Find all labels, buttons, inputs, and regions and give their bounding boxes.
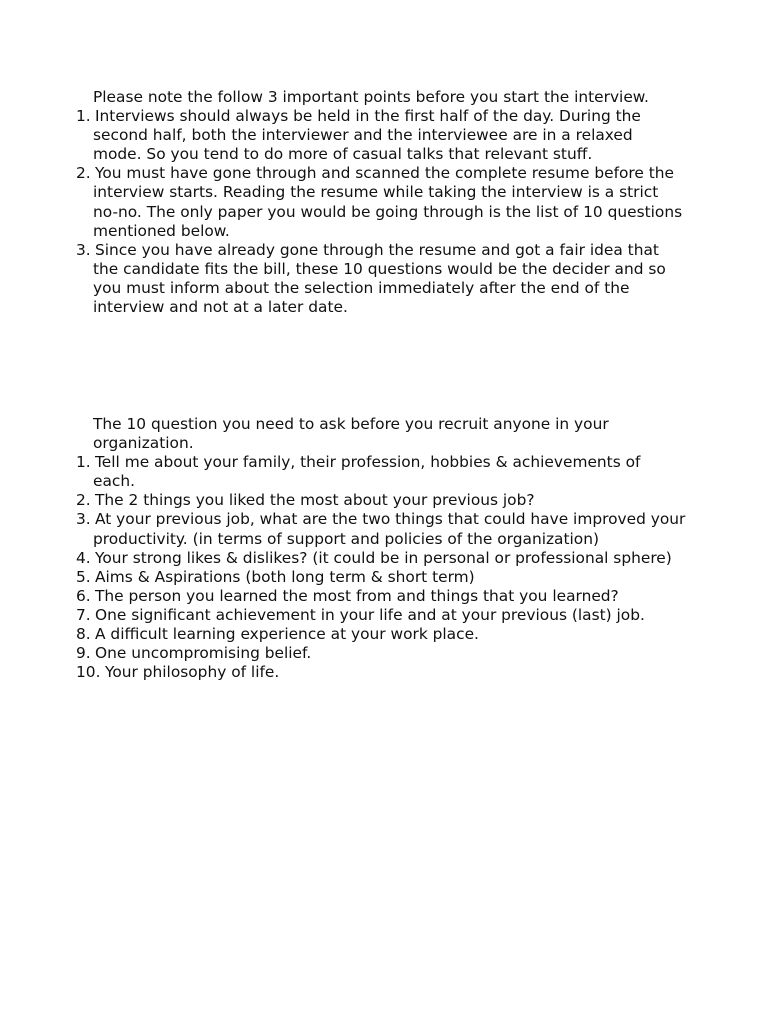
list-item-text: A difficult learning experience at your work place.	[95, 625, 479, 644]
list-item-text: The person you learned the most from and things that you learned?	[95, 586, 619, 605]
list-item-text: You must have gone through and scanned the complete resume before the interview starts. Reading the resume while taking the interview is a strict no-no. The only paper you would be going through is the list of 10 questions mentioned below.	[93, 164, 683, 240]
questions-intro: The 10 question you need to ask before you recruit anyone in your organization.	[93, 415, 609, 453]
list-number: 2.	[76, 164, 91, 183]
list-item	[76, 568, 686, 587]
list-item-text: At your previous job, what are the two things that could have improved your productivity. (in terms of support and policies of the organization)	[93, 510, 686, 548]
list-item	[76, 663, 686, 682]
list-item	[76, 107, 686, 164]
list-number: 8.	[76, 625, 91, 644]
list-item-text: Your philosophy of life.	[105, 663, 280, 682]
list-item-text: Interviews should always be held in the first half of the day. During the second half, both the interviewer and the interviewee are in a relaxed mode. So you tend to do more of casual talks that relevant stuff.	[93, 107, 641, 164]
list-item	[76, 587, 686, 606]
list-number: 4.	[76, 548, 91, 567]
list-number: 1.	[76, 107, 91, 126]
list-number: 5.	[76, 567, 91, 586]
list-item	[76, 625, 686, 644]
list-number: 6.	[76, 586, 91, 605]
list-item	[76, 164, 686, 240]
list-item-text: Aims & Aspirations (both long term & short term)	[95, 567, 475, 586]
list-number: 10.	[76, 663, 101, 682]
list-item	[76, 606, 686, 625]
list-item	[76, 453, 686, 491]
list-item-text: Tell me about your family, their profession, hobbies & achievements of each.	[93, 453, 641, 491]
list-item	[76, 549, 686, 568]
list-number: 3.	[76, 240, 91, 259]
list-number: 7.	[76, 605, 91, 624]
list-item	[76, 644, 686, 663]
list-item	[76, 491, 686, 510]
important-points-intro: Please note the follow 3 important points before you start the interview.	[93, 88, 649, 106]
list-item-text: One significant achievement in your life and at your previous (last) job.	[95, 605, 645, 624]
list-item	[76, 510, 686, 548]
list-item-text: The 2 things you liked the most about your previous job?	[95, 491, 535, 510]
list-number: 9.	[76, 644, 91, 663]
important-points-section	[76, 88, 686, 317]
list-item	[76, 241, 686, 317]
questions-section	[76, 415, 686, 682]
list-item-text: Your strong likes & dislikes? (it could be in personal or professional sphere)	[95, 548, 672, 567]
list-number: 1.	[76, 453, 91, 472]
list-item-text: One uncompromising belief.	[95, 644, 312, 663]
important-points-list	[76, 107, 686, 317]
list-number: 3.	[76, 510, 91, 529]
list-item-text: Since you have already gone through the resume and got a fair idea that the candidate fits the bill, these 10 questions would be the decider and so you must inform about the selection immediately after the end of the interview and not at a later date.	[93, 240, 666, 317]
questions-list	[76, 453, 686, 682]
list-number: 2.	[76, 491, 91, 510]
